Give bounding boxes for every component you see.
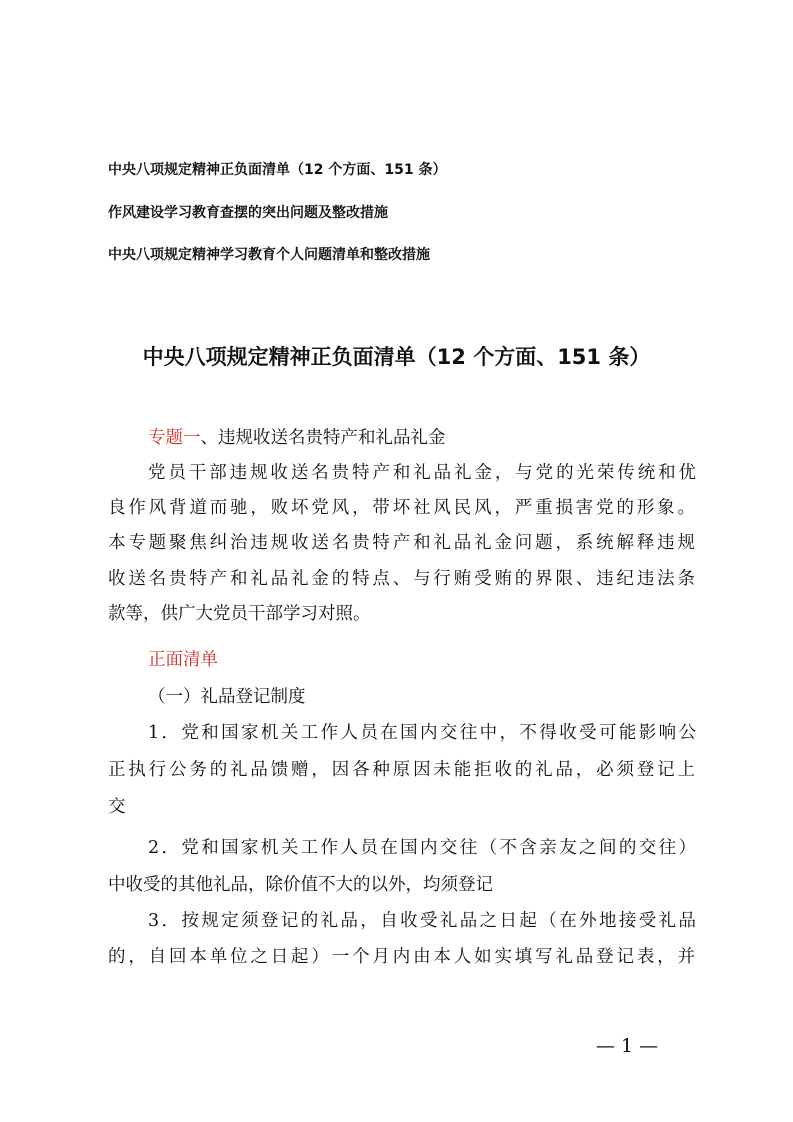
- positive-list-heading: 正面清单: [148, 650, 218, 670]
- toc-item: 作风建设学习教育查摆的突出问题及整改措施: [108, 205, 388, 221]
- paragraph-line: 交: [108, 797, 126, 817]
- paragraph-line: 2．党和国家机关工作人员在国内交往（不含亲友之间的交往）: [148, 838, 696, 858]
- paragraph-line: 中收受的其他礼品，除价值不大的以外，均须登记: [108, 875, 493, 895]
- toc-item: 中央八项规定精神正负面清单（12 个方面、151 条）: [108, 162, 447, 178]
- page-number: — 1 —: [596, 1035, 659, 1057]
- paragraph-line: 良作风背道而驰，败坏党风，带坏社风民风，严重损害党的形象。: [108, 498, 695, 518]
- topic-heading: [148, 423, 446, 453]
- paragraph-line: 党员干部违规收送名贵特产和礼品礼金，与党的光荣传统和优: [148, 463, 696, 483]
- document-title: 中央八项规定精神正负面清单（12 个方面、151 条）: [142, 345, 651, 369]
- paragraph-line: 本专题聚焦纠治违规收送名贵特产和礼品礼金问题，系统解释违规: [108, 533, 695, 553]
- paragraph-line: 款等，供广大党员干部学习对照。: [108, 604, 371, 624]
- paragraph-line: 正执行公务的礼品馈赠，因各种原因未能拒收的礼品，必须登记上: [108, 760, 695, 780]
- topic-label: 专题一: [148, 428, 201, 448]
- paragraph-line: 收送名贵特产和礼品礼金的特点、与行贿受贿的界限、违纪违法条: [108, 569, 695, 589]
- paragraph-line: 3．按规定须登记的礼品，自收受礼品之日起（在外地接受礼品: [148, 911, 696, 931]
- topic-text: 、违规收送名贵特产和礼品礼金: [200, 428, 446, 448]
- section-subheading: （一）礼品登记制度: [148, 687, 306, 707]
- paragraph-line: 1．党和国家机关工作人员在国内交往中，不得收受可能影响公: [148, 723, 696, 743]
- paragraph-line: 的，自回本单位之日起）一个月内由本人如实填写礼品登记表，并: [108, 947, 695, 967]
- toc-item: 中央八项规定精神学习教育个人问题清单和整改措施: [108, 247, 430, 263]
